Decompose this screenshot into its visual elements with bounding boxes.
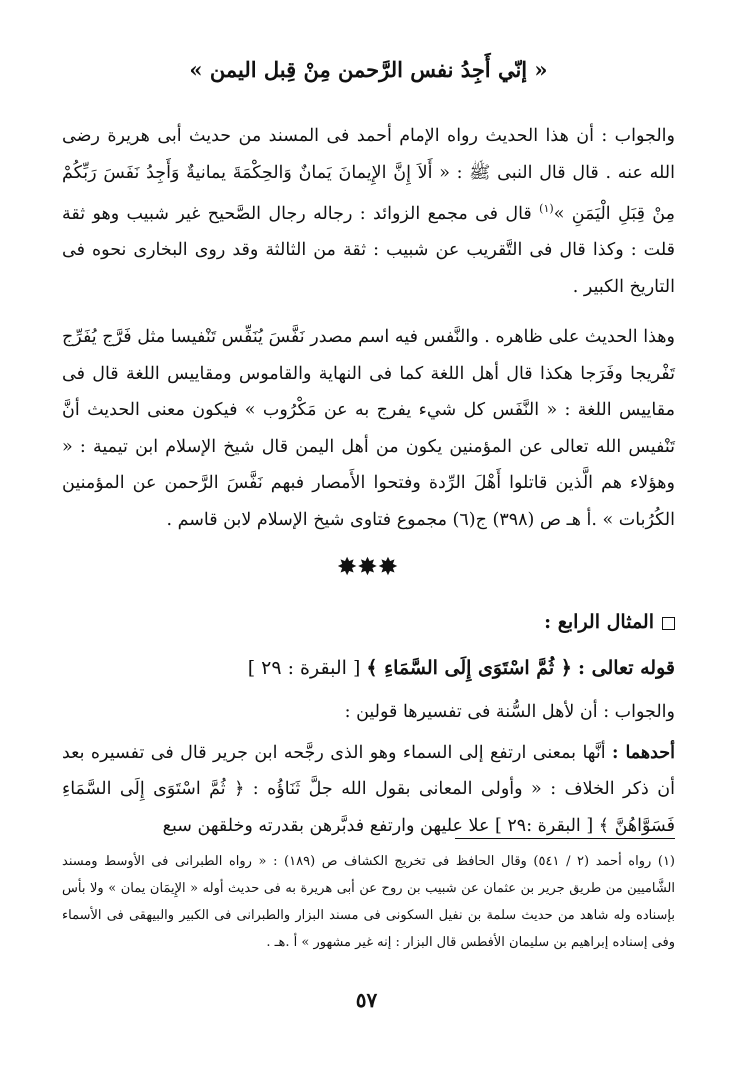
answer-paragraph — [62, 118, 675, 305]
answer-text: والجواب : أن هذا الحديث رواه الإمام أحمد فى المسند من حديث أبى هريرة رضى الله عنه . قال قال النبى ﷺ : « أَلاَ إِنَّ الإِيمانَ يَمانٌ وَالحِكْمَةَ يمانيةٌ وَأَجِدُ نَفَسَ رَبِّكُمْ مِنْ قِبَلِ الْيَمَنِ » — [62, 126, 676, 224]
verse-text: ﴿ ثُمَّ اسْتَوَى إِلَى السَّمَاءِ ﴾ — [366, 657, 572, 680]
answer2-intro: والجواب : أن لأهل السُّنة فى تفسيرها قولين : — [344, 702, 675, 723]
paragraph-gap — [62, 305, 675, 319]
verse-reference: [ البقرة : ٢٩ ] — [247, 657, 361, 680]
footnote-divider — [455, 838, 675, 839]
footnote-text: (١) رواه أحمد (٢ / ٥٤١) وقال الحافظ فى تخريج الكشاف ص (١٨٩) : « رواه الطبرانى فى الأوسط ومسند الشَّاميين من طريق جرير بن عثمان عن شبيب بن روح عن أبى هريرة به فى حديث أوله « الإِيمَان يمان » ولا بأس بإسناده وله شاهد من حديث سلمة بن نفيل السكونى فى مسند البزار والطبرانى فى الكبير والبيهقى فى الأسماء وفى إسناده إبراهيم بن سليمان الأفطس قال البزار : إنه غير مشهور » أ .هـ . — [62, 854, 675, 950]
hadith-title: « إنّي أَجِدُ نفس الرَّحمن مِنْ قِبل اليمن » — [189, 57, 548, 82]
page-number: ٥٧ — [355, 988, 378, 1012]
section-separator: ✸✸✸ — [337, 554, 400, 581]
verse-line — [62, 646, 675, 690]
checkbox-icon — [662, 617, 675, 630]
footnote-marker: (١) — [539, 202, 554, 215]
footnote — [62, 848, 675, 956]
example-heading-row — [62, 602, 675, 642]
answer-text-cont: قال فى مجمع الزوائد : رجاله رجال الصَّحيح غير شبيب وهو ثقة قلت : وكذا قال فى التَّقريب عن شبيب : ثقة من الثالثة وقد روى البخارى نحوه فى التاريخ الكبير . — [62, 203, 675, 297]
first-opinion-label: أحدهما : — [612, 742, 675, 763]
verse-intro: قوله تعالى : — [578, 657, 675, 680]
example-heading: المثال الرابع : — [544, 611, 654, 634]
first-opinion-text: أنَّها بمعنى ارتفع إلى السماء وهو الذى رجَّحه ابن جرير قال فى تفسيره بعد أن ذكر الخلاف : « وأولى المعانى بقول الله جلَّ ثَنَاؤُه : ﴿ ثُمَّ اسْتَوَى إِلَى السَّمَاءِ فَسَوَّاهُنَّ ﴾ [ البقرة :٢٩ ] علا عليهن وارتفع فدبَّرهن بقدرته وخلقهن سبع — [62, 742, 675, 836]
first-opinion-paragraph — [62, 735, 675, 845]
meaning-paragraph: وهذا الحديث على ظاهره . والنَّفس فيه اسم مصدر نَفَّسَ يُنَفِّس تَنْفيسا مثل فَرَّج يُفَرِّج تَفْريجا وفَرَجا هكذا قال أهل اللغة كما فى النهاية والقاموس ومقاييس اللغة قال فى مقاييس اللغة : « النَّفَس كل شيء يفرج به عن مَكْرُوب » فيكون معنى الحديث أنَّ تَنْفيس الله تعالى عن المؤمنين يكون من أهل اليمن قال شيخ الإسلام ابن تيمية : « وهؤلاء هم الَّذين قاتلوا أَهْلَ الرِّدة وفتحوا الأَمصار فبهم نَفَّسَ الرَّحمن عن المؤمنين الكُرُبات » .أ هـ ص (٣٩٨) ج(٦) مجموع فتاوى شيخ الإسلام لابن قاسم . — [62, 327, 675, 530]
